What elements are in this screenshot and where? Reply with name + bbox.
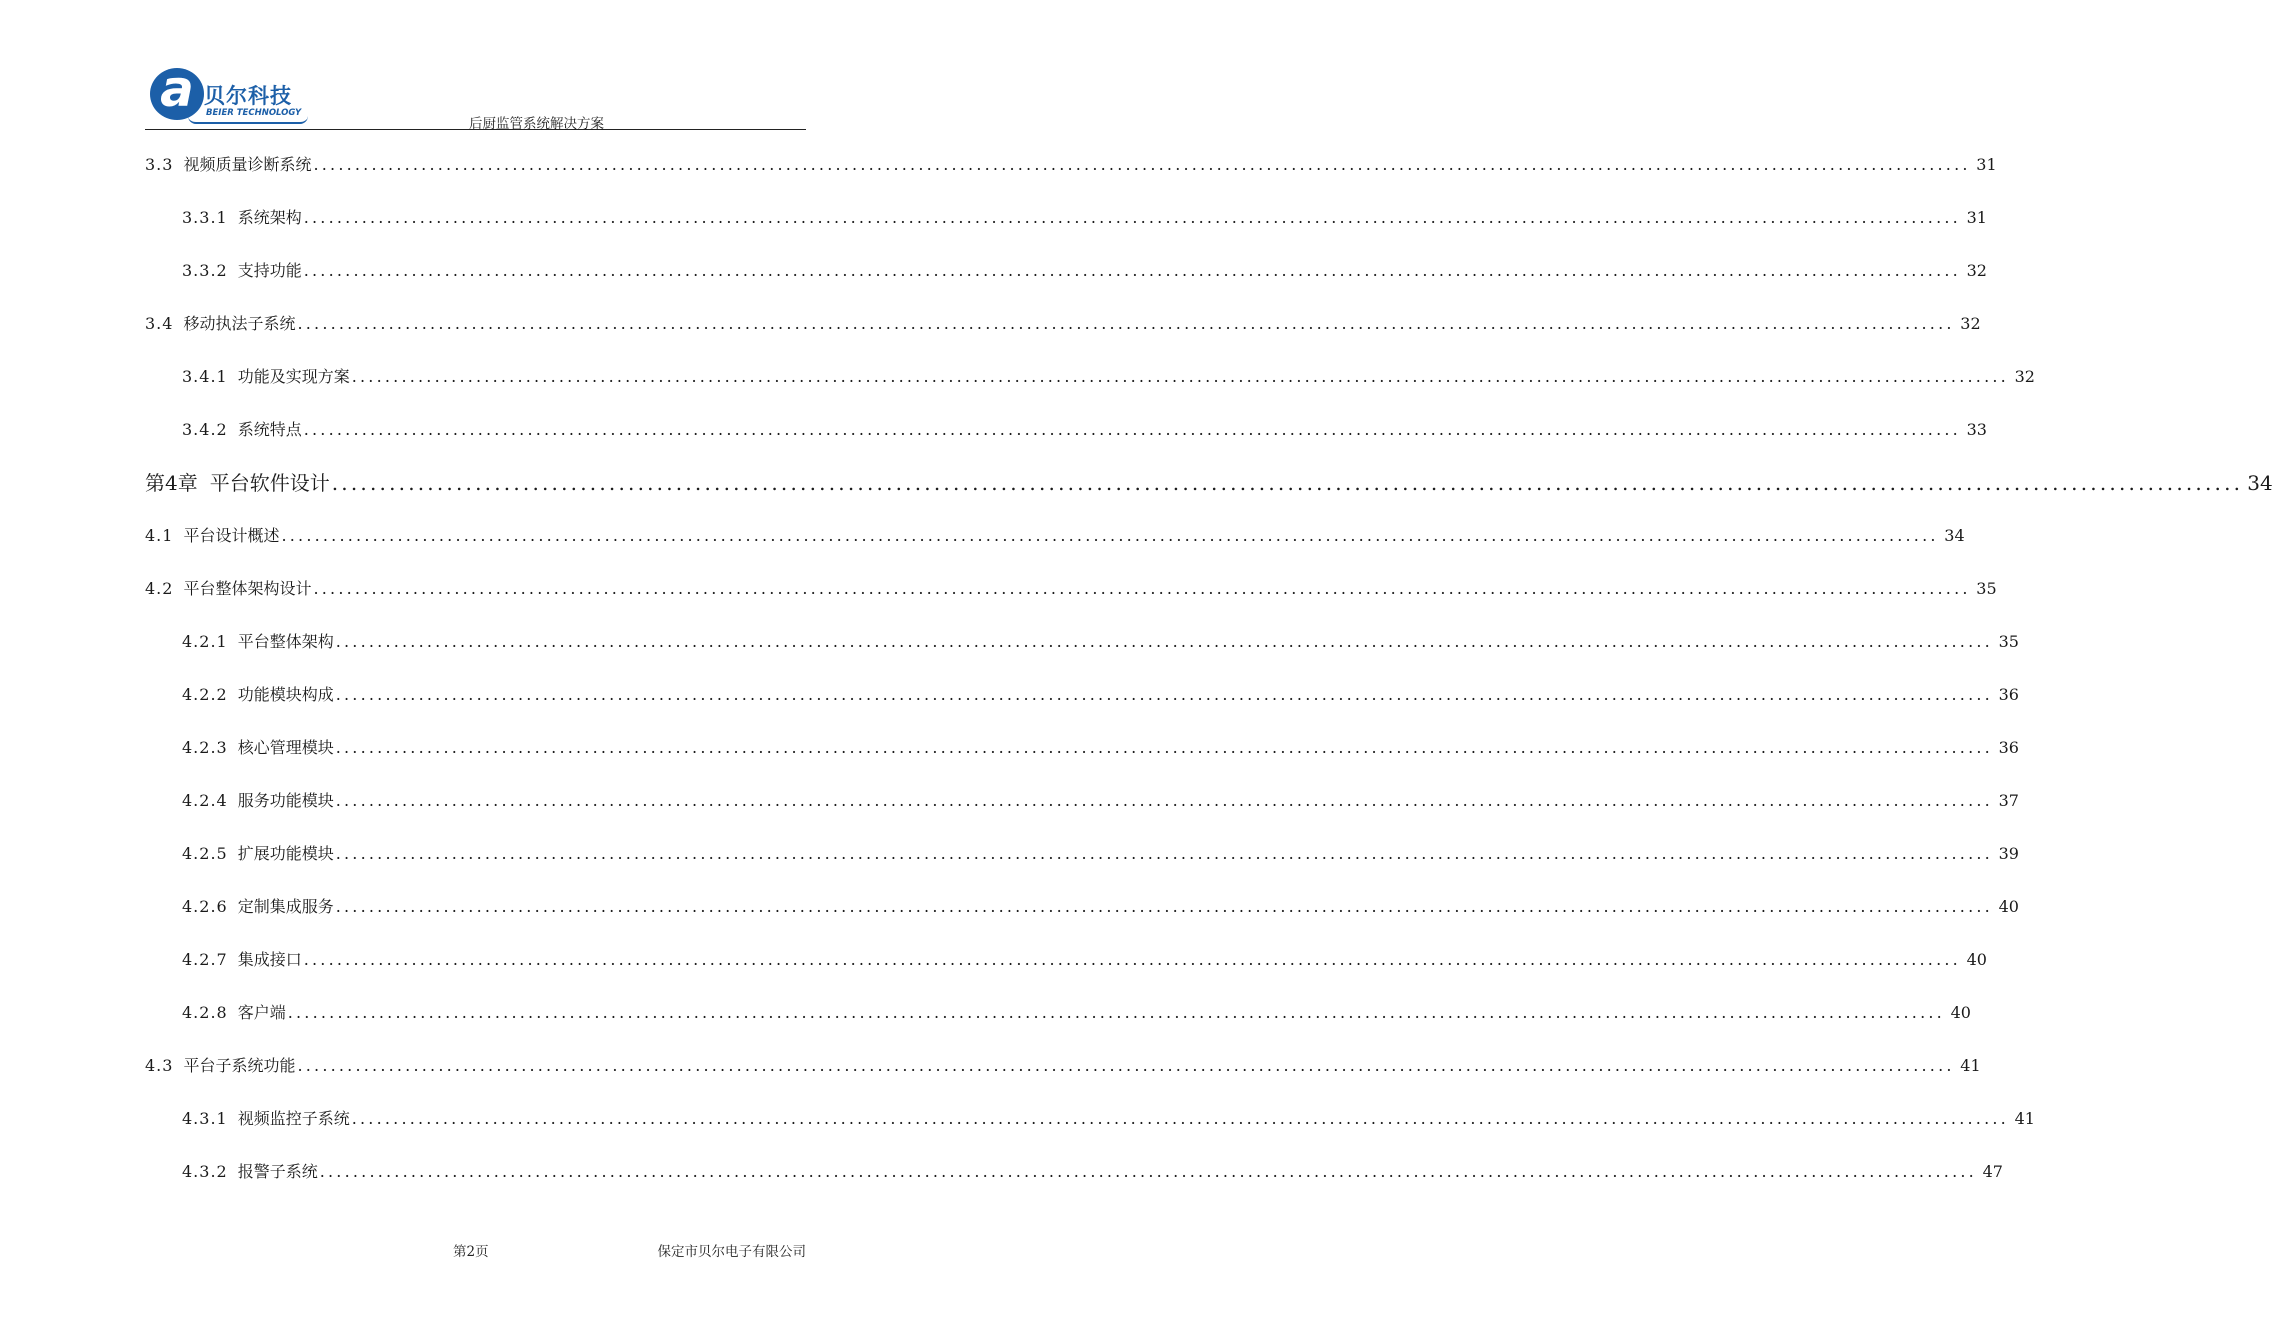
toc-entry-title (182, 779, 334, 823)
toc-leader-dots: ........................................................................................................................................................................................................ (331, 471, 2244, 495)
toc-entry-title (182, 355, 350, 399)
toc-leader-dots: ........................................................................................................................................................................................................ (335, 844, 1993, 863)
toc-entry-page: 31 (1966, 208, 1987, 227)
toc-entry[interactable] (145, 302, 1981, 355)
toc-leader-dots: ........................................................................................................................................................................................................ (335, 897, 1993, 916)
toc-entry-title (182, 1150, 318, 1194)
toc-entry-title (182, 408, 302, 452)
toc-entry-page: 35 (1998, 632, 2019, 651)
footer-page-number: 第2页 (453, 1244, 489, 1260)
toc-entry-number: 4.3.1 (182, 1109, 228, 1128)
toc-entry-title (182, 1097, 350, 1141)
toc-entry-number: 3.4 (145, 314, 174, 333)
header-divider (145, 129, 806, 130)
header-title: 后厨监管系统解决方案 (469, 116, 604, 132)
logo-mark: a (160, 60, 194, 118)
toc-entry-page: 32 (2014, 367, 2035, 386)
toc-entry-page: 34 (1944, 526, 1965, 545)
toc-entry-page: 47 (1982, 1162, 2003, 1181)
toc-entry-label: 核心管理模块 (237, 738, 334, 757)
toc-entry-number: 4.2.4 (182, 791, 228, 810)
toc-leader-dots: ........................................................................................................................................................................................................ (303, 261, 1961, 280)
toc-entry-number: 4.2.2 (182, 685, 228, 704)
toc-entry-label: 平台子系统功能 (183, 1056, 296, 1075)
toc-entry-page: 32 (1966, 261, 1987, 280)
toc-entry-page: 39 (1998, 844, 2019, 863)
toc-entry-page: 31 (1976, 155, 1997, 174)
toc-entry-number: 3.3.2 (182, 261, 228, 280)
toc-entry-page: 37 (1998, 791, 2019, 810)
toc-leader-dots: ........................................................................................................................................................................................................ (287, 1003, 1945, 1022)
toc-entry-page: 35 (1976, 579, 1997, 598)
toc-entry-label: 扩展功能模块 (237, 844, 334, 863)
toc-leader-dots: ........................................................................................................................................................................................................ (351, 1109, 2009, 1128)
toc-entry-number: 4.1 (145, 526, 174, 545)
toc-entry-title (145, 143, 311, 187)
toc-entry-title (182, 726, 334, 770)
toc-entry-number: 第4章 (145, 471, 198, 495)
toc-leader-dots: ........................................................................................................................................................................................................ (335, 632, 1993, 651)
toc-entry-page: 36 (1998, 685, 2019, 704)
toc-entry[interactable] (145, 1097, 2035, 1150)
toc-entry-label: 平台整体架构 (237, 632, 334, 651)
toc-leader-dots: ........................................................................................................................................................................................................ (335, 738, 1993, 757)
toc-leader-dots: ........................................................................................................................................................................................................ (313, 155, 1971, 174)
toc-entry-label: 集成接口 (237, 950, 302, 969)
toc-leader-dots: ........................................................................................................................................................................................................ (303, 208, 1961, 227)
logo-swoosh-icon (188, 116, 308, 124)
toc-entry-label: 平台整体架构设计 (183, 579, 312, 598)
toc-entry[interactable] (145, 726, 2019, 779)
toc-entry[interactable] (145, 567, 1997, 620)
toc-entry-label: 平台设计概述 (183, 526, 280, 545)
toc-entry[interactable] (145, 938, 1987, 991)
toc-entry-page: 40 (1950, 1003, 1971, 1022)
toc-entry-label: 定制集成服务 (237, 897, 334, 916)
toc-leader-dots: ........................................................................................................................................................................................................ (303, 950, 1961, 969)
toc-entry[interactable] (145, 832, 2019, 885)
toc-leader-dots: ........................................................................................................................................................................................................ (319, 1162, 1977, 1181)
toc-leader-dots: ........................................................................................................................................................................................................ (297, 1056, 1955, 1075)
logo-english-name: BEIER TECHNOLOGY (206, 108, 302, 118)
toc-leader-dots: ........................................................................................................................................................................................................ (297, 314, 1955, 333)
toc-entry-number: 4.3 (145, 1056, 174, 1075)
table-of-contents (145, 143, 2273, 1203)
toc-entry-number: 4.2.1 (182, 632, 228, 651)
toc-entry-title (145, 302, 295, 346)
toc-entry-label: 客户端 (237, 1003, 286, 1022)
toc-entry-page: 32 (1960, 314, 1981, 333)
toc-leader-dots: ........................................................................................................................................................................................................ (303, 420, 1961, 439)
toc-entry-number: 4.2 (145, 579, 174, 598)
toc-entry[interactable] (145, 408, 1987, 461)
toc-entry-label: 支持功能 (237, 261, 302, 280)
toc-entry-label: 移动执法子系统 (183, 314, 296, 333)
toc-entry-page: 34 (2247, 471, 2273, 495)
toc-entry[interactable] (145, 249, 1987, 302)
toc-entry-number: 4.2.8 (182, 1003, 228, 1022)
toc-entry-page: 33 (1966, 420, 1987, 439)
toc-entry-title (145, 1044, 295, 1088)
toc-entry-number: 4.3.2 (182, 1162, 228, 1181)
toc-entry[interactable] (145, 779, 2019, 832)
toc-entry-title (182, 832, 334, 876)
toc-entry[interactable] (145, 1044, 1981, 1097)
toc-entry[interactable] (145, 1150, 2003, 1203)
toc-entry-number: 3.3 (145, 155, 174, 174)
toc-entry-number: 3.4.1 (182, 367, 228, 386)
toc-entry-label: 系统架构 (237, 208, 302, 227)
footer-company-name: 保定市贝尔电子有限公司 (657, 1244, 806, 1260)
toc-entry[interactable] (145, 355, 2035, 408)
toc-entry-label: 视频监控子系统 (237, 1109, 350, 1128)
toc-entry-label: 功能模块构成 (237, 685, 334, 704)
toc-entry[interactable] (145, 461, 2273, 514)
toc-entry-page: 36 (1998, 738, 2019, 757)
toc-entry[interactable] (145, 143, 1997, 196)
toc-entry-title (182, 991, 286, 1035)
toc-entry[interactable] (145, 514, 1965, 567)
toc-entry-page: 41 (2014, 1109, 2035, 1128)
toc-entry[interactable] (145, 885, 2019, 938)
company-logo (148, 60, 313, 124)
toc-entry-label: 系统特点 (237, 420, 302, 439)
toc-entry-page: 41 (1960, 1056, 1981, 1075)
toc-entry-page: 40 (1998, 897, 2019, 916)
toc-entry-number: 3.3.1 (182, 208, 228, 227)
toc-entry-title (145, 461, 330, 505)
toc-entry[interactable] (145, 620, 2019, 673)
toc-entry-number: 4.2.3 (182, 738, 228, 757)
toc-entry-title (182, 249, 302, 293)
toc-entry-title (182, 196, 302, 240)
toc-entry-number: 4.2.7 (182, 950, 228, 969)
toc-entry[interactable] (145, 673, 2019, 726)
toc-entry-page: 40 (1966, 950, 1987, 969)
toc-entry-number: 4.2.6 (182, 897, 228, 916)
toc-entry-title (182, 673, 334, 717)
toc-entry-number: 3.4.2 (182, 420, 228, 439)
toc-leader-dots: ........................................................................................................................................................................................................ (313, 579, 1971, 598)
toc-entry-label: 服务功能模块 (237, 791, 334, 810)
logo-chinese-name: 贝尔科技 (204, 84, 292, 108)
toc-entry-title (182, 620, 334, 664)
toc-entry-label: 视频质量诊断系统 (183, 155, 312, 174)
toc-entry-label: 功能及实现方案 (237, 367, 350, 386)
toc-leader-dots: ........................................................................................................................................................................................................ (351, 367, 2009, 386)
toc-entry-title (182, 938, 302, 982)
toc-entry-number: 4.2.5 (182, 844, 228, 863)
toc-entry-label: 报警子系统 (237, 1162, 318, 1181)
toc-entry[interactable] (145, 991, 1971, 1044)
toc-entry-title (182, 885, 334, 929)
toc-leader-dots: ........................................................................................................................................................................................................ (281, 526, 1939, 545)
toc-leader-dots: ........................................................................................................................................................................................................ (335, 791, 1993, 810)
toc-entry-title (145, 567, 311, 611)
toc-leader-dots: ........................................................................................................................................................................................................ (335, 685, 1993, 704)
toc-entry-label: 平台软件设计 (209, 471, 330, 495)
toc-entry-title (145, 514, 279, 558)
toc-entry[interactable] (145, 196, 1987, 249)
